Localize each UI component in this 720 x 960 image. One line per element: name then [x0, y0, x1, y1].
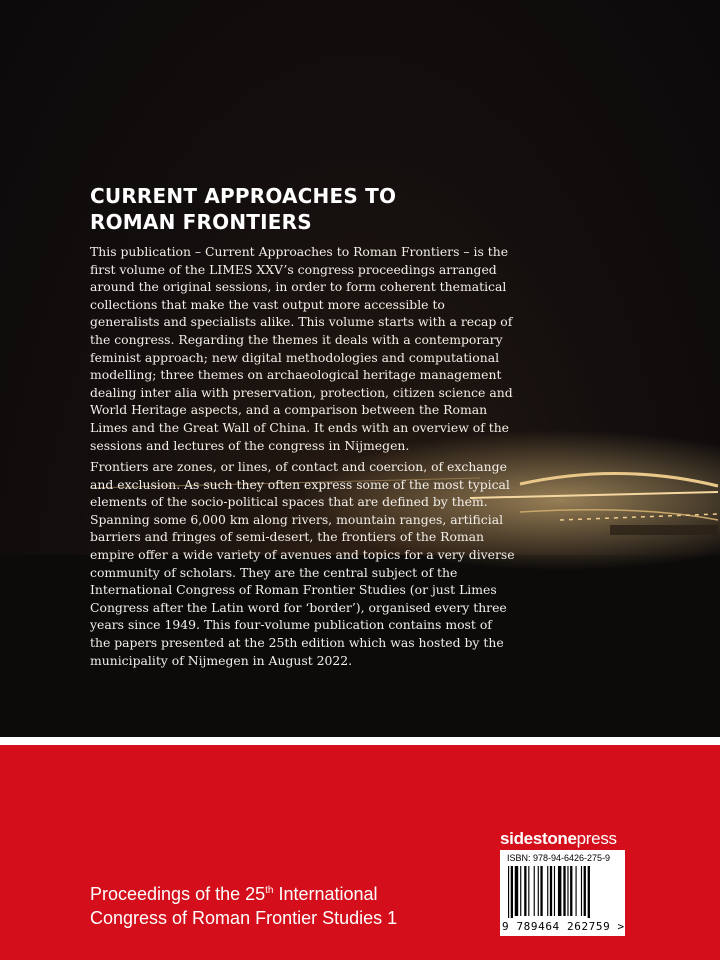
- barcode-bar: [558, 866, 561, 916]
- page-title: [90, 183, 510, 235]
- title-line-2: ROMAN FRONTIERS: [90, 210, 312, 234]
- barcode-bar: [584, 866, 586, 916]
- barcode-bar: [540, 866, 542, 916]
- publisher-name-regular: press: [576, 829, 617, 848]
- barcode-bar: [515, 866, 518, 916]
- series-ordinal-suffix: th: [265, 885, 274, 896]
- barcode-bar: [554, 866, 555, 916]
- barcode-bar: [524, 866, 526, 916]
- barcode-bar: [528, 866, 529, 916]
- barcode-bar: [520, 866, 521, 916]
- bridge-pier: [610, 525, 718, 535]
- barcode-bar: [588, 866, 590, 918]
- barcode-bars: [508, 866, 618, 918]
- title-line-1: CURRENT APPROACHES TO: [90, 184, 397, 208]
- barcode-bar: [567, 866, 568, 916]
- series-line-1-end: International: [273, 884, 378, 904]
- barcode-bar: [570, 866, 572, 916]
- barcode-bar: [563, 866, 565, 916]
- divider-band: [0, 737, 720, 745]
- barcode-bar: [538, 866, 539, 916]
- series-title: [90, 882, 470, 930]
- series-line-1-start: Proceedings of the 25: [90, 884, 266, 904]
- isbn-label: ISBN: 978-94-6426-275-9: [507, 853, 611, 863]
- blurb-paragraph-2: Frontiers are zones, or lines, of contact and coercion, of exchange and exclusion. As such they often express some of the most typical elements of the socio-political spaces that are defined by them. Spanning some 6,000 km along rivers, mountain ranges, artificial barriers and fringes of semi-desert, the frontiers of the Roman empire offer a wide variety of avenues and topics for a very diverse community of scholars. They are the central subject of the International Congress of Roman Frontier Studies (or just Limes Congress after the Latin word for ‘border’), organised every three years since 1949. This four-volume publication contains most of the papers presented at the 25th edition which was hosted by the municipality of Nijmegen in August 2022.: [90, 459, 515, 668]
- barcode-digits: 9 789464 262759 >: [502, 920, 625, 933]
- publisher-name-bold: sidestone: [500, 829, 577, 848]
- barcode-bar: [581, 866, 582, 916]
- barcode: [500, 850, 625, 936]
- barcode-bar: [508, 866, 509, 918]
- barcode-bar: [550, 866, 552, 916]
- series-line-2: Congress of Roman Frontier Studies 1: [90, 908, 398, 928]
- barcode-bar: [511, 866, 513, 918]
- publisher-logo: [500, 829, 617, 849]
- barcode-bar: [547, 866, 548, 916]
- barcode-bar: [576, 866, 577, 916]
- barcode-bar: [534, 866, 535, 916]
- blurb-paragraph-1: This publication – Current Approaches to Roman Frontiers – is the first volume of the LIMES XXV’s congress proceedings arranged around the original sessions, in order to form coherent thematical collections that make the vast output more accessible to generalists and specialists alike. This volume starts with a recap of the congress. Regarding the themes it deals with a contemporary feminist approach; new digital methodologies and computational modelling; three themes on archaeological heritage management dealing inter alia with preservation, protection, citizen science and World Heritage aspects, and a comparison between the Roman Limes and the Great Wall of China. It ends with an overview of the sessions and lectures of the congress in Nijmegen.: [90, 244, 513, 453]
